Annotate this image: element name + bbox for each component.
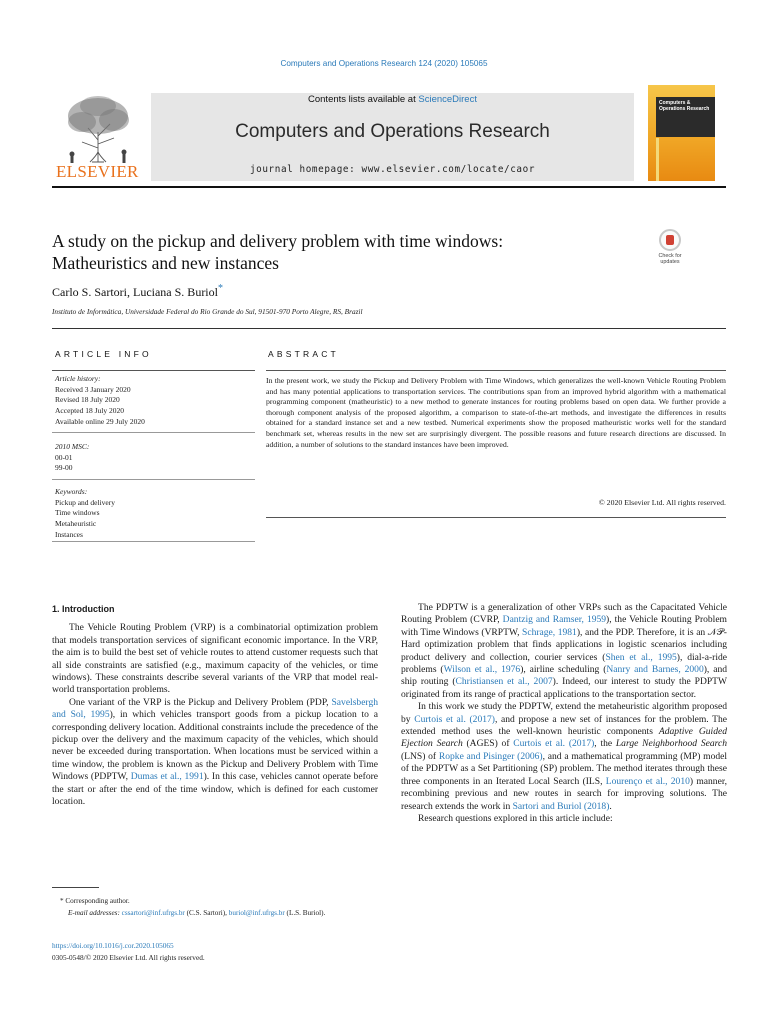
citation-link[interactable]: Curtois et al. (2017) — [513, 738, 595, 750]
email-link[interactable]: buriol@inf.ufrgs.br — [228, 908, 285, 917]
email-link[interactable]: cssartori@inf.ufrgs.br — [121, 908, 185, 917]
author-list — [52, 283, 223, 300]
sciencedirect-link[interactable]: ScienceDirect — [418, 94, 477, 105]
article-title-line-1: A study on the pickup and delivery problem with time windows: — [52, 231, 504, 251]
citation-link[interactable]: Dantzig and Ramser, 1959 — [502, 614, 607, 626]
history-accepted: Accepted 18 July 2020 — [55, 406, 124, 416]
section-title-introduction: 1. Introduction — [52, 604, 115, 614]
keyword: Instances — [55, 529, 83, 539]
article-info-rule — [52, 370, 255, 371]
doi-link[interactable]: https://doi.org/10.1016/j.cor.2020.105065 — [52, 941, 174, 950]
email-addresses: E-mail addresses: cssartori@inf.ufrgs.br (C.S. Sartori), buriol@inf.ufrgs.br (L.S. Buriol). — [68, 908, 326, 917]
section-rule — [52, 328, 726, 329]
cover-title: Computers & Operations Research — [659, 100, 710, 112]
citation-link[interactable]: Schrage, 1981 — [522, 626, 577, 638]
contents-line — [151, 94, 634, 105]
elsevier-wordmark: ELSEVIER — [56, 162, 139, 181]
journal-masthead — [151, 93, 634, 181]
article-info-heading: ARTICLE INFO — [55, 349, 152, 359]
abstract-text: In the present work, we study the Pickup and Delivery Problem with Time Windows, which generalizes the well-known Vehicle Routing Problem and has many potential applications to transportation services. The contributions span from an improved hybrid algorithm with a mathematical programming component (matheuristic) to a new method to generate instances for routing problems based on open data. We further provide a thorough component analysis of the proposed algorithm, a comparison to state-of-the-art methods, and investigate the differences in results obtained for a standard instance set and a new testbed. Numerical experiments show the proposed matheuristic works well for the standard benchmark set, whereas results in the new set are surprisingly divergent. The possible reasons and future research directions are discussed. In addition, a number of solutions to the standard instances have been improved. — [266, 376, 726, 449]
citation-link[interactable]: Lourenço et al., 2010 — [605, 775, 690, 787]
keywords — [55, 487, 250, 541]
history-heading: Article history: — [55, 374, 101, 383]
issn-copyright: 0305-0548/© 2020 Elsevier Ltd. All rights reserved. — [52, 953, 205, 962]
corresponding-author-note: * Corresponding author. — [60, 897, 130, 905]
info-separator — [52, 479, 255, 480]
authors-names: Carlo S. Sartori, Luciana S. Buriol — [52, 285, 218, 299]
journal-cover-thumbnail[interactable] — [648, 85, 715, 181]
contents-prefix: Contents lists available at — [308, 94, 419, 105]
citation-link[interactable]: Nanry and Barnes, 2000 — [606, 664, 704, 676]
corresponding-author-mark[interactable]: * — [217, 283, 223, 294]
info-separator — [52, 432, 255, 433]
citation-link[interactable]: Curtois et al. (2017) — [414, 713, 495, 725]
history-revised: Revised 18 July 2020 — [55, 395, 120, 405]
affiliation: Instituto de Informática, Universidade Federal do Rio Grande do Sul, 91501-970 Porto Alegre, RS, Brazil — [52, 307, 363, 316]
body-column-right — [401, 602, 727, 825]
article-title — [52, 230, 632, 274]
keyword: Time windows — [55, 508, 100, 518]
crossmark-label: Check for updates — [658, 253, 682, 265]
journal-reference[interactable]: Computers and Operations Research 124 (2020) 105065 — [280, 59, 488, 68]
article-title-line-2: Matheuristics and new instances — [52, 253, 279, 273]
citation-link[interactable]: Savelsbergh and Sol, 1995 — [52, 696, 378, 721]
paragraph: The PDPTW is a generalization of other VRPs such as the Capacitated Vehicle Routing Problem (CVRP, Dantzig and Ramser, 1959), the Vehicle Routing Problem with Time Windows (VRPTW, Schrage, 1981), and the PDP. Therefore, it is an 𝒩𝒫-Hard optimization problem that finds applications in logistic scenarios including product delivery and collection, courier services (Shen et al., 1995), dial-a-ride problems (Wilson et al., 1976), airline scheduling (Nanry and Barnes, 2000), and ship routing (Christiansen et al., 2007). Indeed, our interest to study the PDPTW originated from its range of practical applications to the transportation sector. — [401, 602, 727, 700]
citation-link[interactable]: Dumas et al., 1991 — [130, 771, 204, 783]
msc-code: 00-01 — [55, 452, 73, 462]
check-for-updates-badge[interactable] — [651, 229, 689, 269]
paragraph: The Vehicle Routing Problem (VRP) is a combinatorial optimization problem that models transportation services of significant economic importance. In the VRP, the aim is to build the best set of vehicle routes to attend customer requests such that all side constraints are satisfied (e.g., maximum capacity of the vehicles, or time windows). These constraints describe several variants of the VRP that model real-world transportation problems. — [52, 622, 378, 696]
msc-codes — [55, 442, 250, 474]
abstract-copyright: © 2020 Elsevier Ltd. All rights reserved. — [598, 498, 726, 507]
paragraph: In this work we study the PDPTW, extend the metaheuristic algorithm proposed by Curtois et al. (2017), and propose a new set of instances for the problem. The extended method uses the well-known heuristic components Adaptive Guided Ejection Search (AGES) of Curtois et al. (2017), the Large Neighborhood Search (LNS) of Ropke and Pisinger (2006), and a mathematical programming (MP) model of the PDPTW as a Set Partitioning (SP) problem. The method iterates through these three components in an Iterated Local Search (ILS, Lourenço et al., 2010) manner, recombining previous and new routes in search for improving solutions. The research extends the work in Sartori and Buriol (2018). — [401, 701, 728, 812]
history-online: Available online 29 July 2020 — [55, 416, 145, 426]
article-history — [55, 374, 250, 428]
paragraph: Research questions explored in this article include: — [418, 812, 613, 824]
keyword: Metaheuristic — [55, 519, 97, 529]
abstract-bottom-rule — [266, 517, 726, 518]
history-received: Received 3 January 2020 — [55, 384, 131, 394]
header-rule — [52, 186, 726, 188]
elsevier-tree-icon — [52, 92, 148, 164]
body-column-left — [52, 603, 378, 809]
citation-link[interactable]: Ropke and Pisinger (2006) — [438, 750, 543, 762]
msc-heading: 2010 MSC: — [55, 442, 90, 451]
citation-link[interactable]: Wilson et al., 1976 — [443, 664, 521, 676]
journal-homepage[interactable]: journal homepage: www.elsevier.com/locate/caor — [249, 164, 536, 175]
abstract-rule — [266, 370, 726, 371]
citation-link[interactable]: Sartori and Buriol (2018) — [512, 800, 610, 812]
footnote-rule — [52, 887, 99, 888]
msc-code: 99-00 — [55, 463, 73, 473]
keyword: Pickup and delivery — [55, 497, 115, 507]
paragraph: One variant of the VRP is the Pickup and Delivery Problem (PDP, Savelsbergh and Sol, 1995), in which vehicles transport goods from a pickup location to a corresponding delivery location. Additional constraints include the precedence of the pickup over the delivery and the maximum capacity of the vehicles, which should never be exceeded during transportation. When locations must be serviced within a time window, the problem is known as the Pickup and Delivery Problem with Time Windows (PDPTW, Dumas et al., 1991). In this case, vehicles cannot operate before the start or after the end of the time window, which is defined for each customer location. — [52, 696, 379, 808]
abstract-heading: ABSTRACT — [268, 349, 339, 359]
citation-link[interactable]: Christiansen et al., 2007 — [455, 676, 553, 688]
citation-link[interactable]: Shen et al., 1995 — [605, 651, 677, 663]
keywords-heading: Keywords: — [55, 487, 88, 496]
journal-title: Computers and Operations Research — [235, 121, 550, 142]
crossmark-icon — [659, 229, 681, 251]
cover-stripe — [656, 138, 659, 181]
info-separator — [52, 541, 255, 542]
elsevier-logo[interactable] — [52, 92, 148, 182]
footnote — [52, 896, 378, 919]
